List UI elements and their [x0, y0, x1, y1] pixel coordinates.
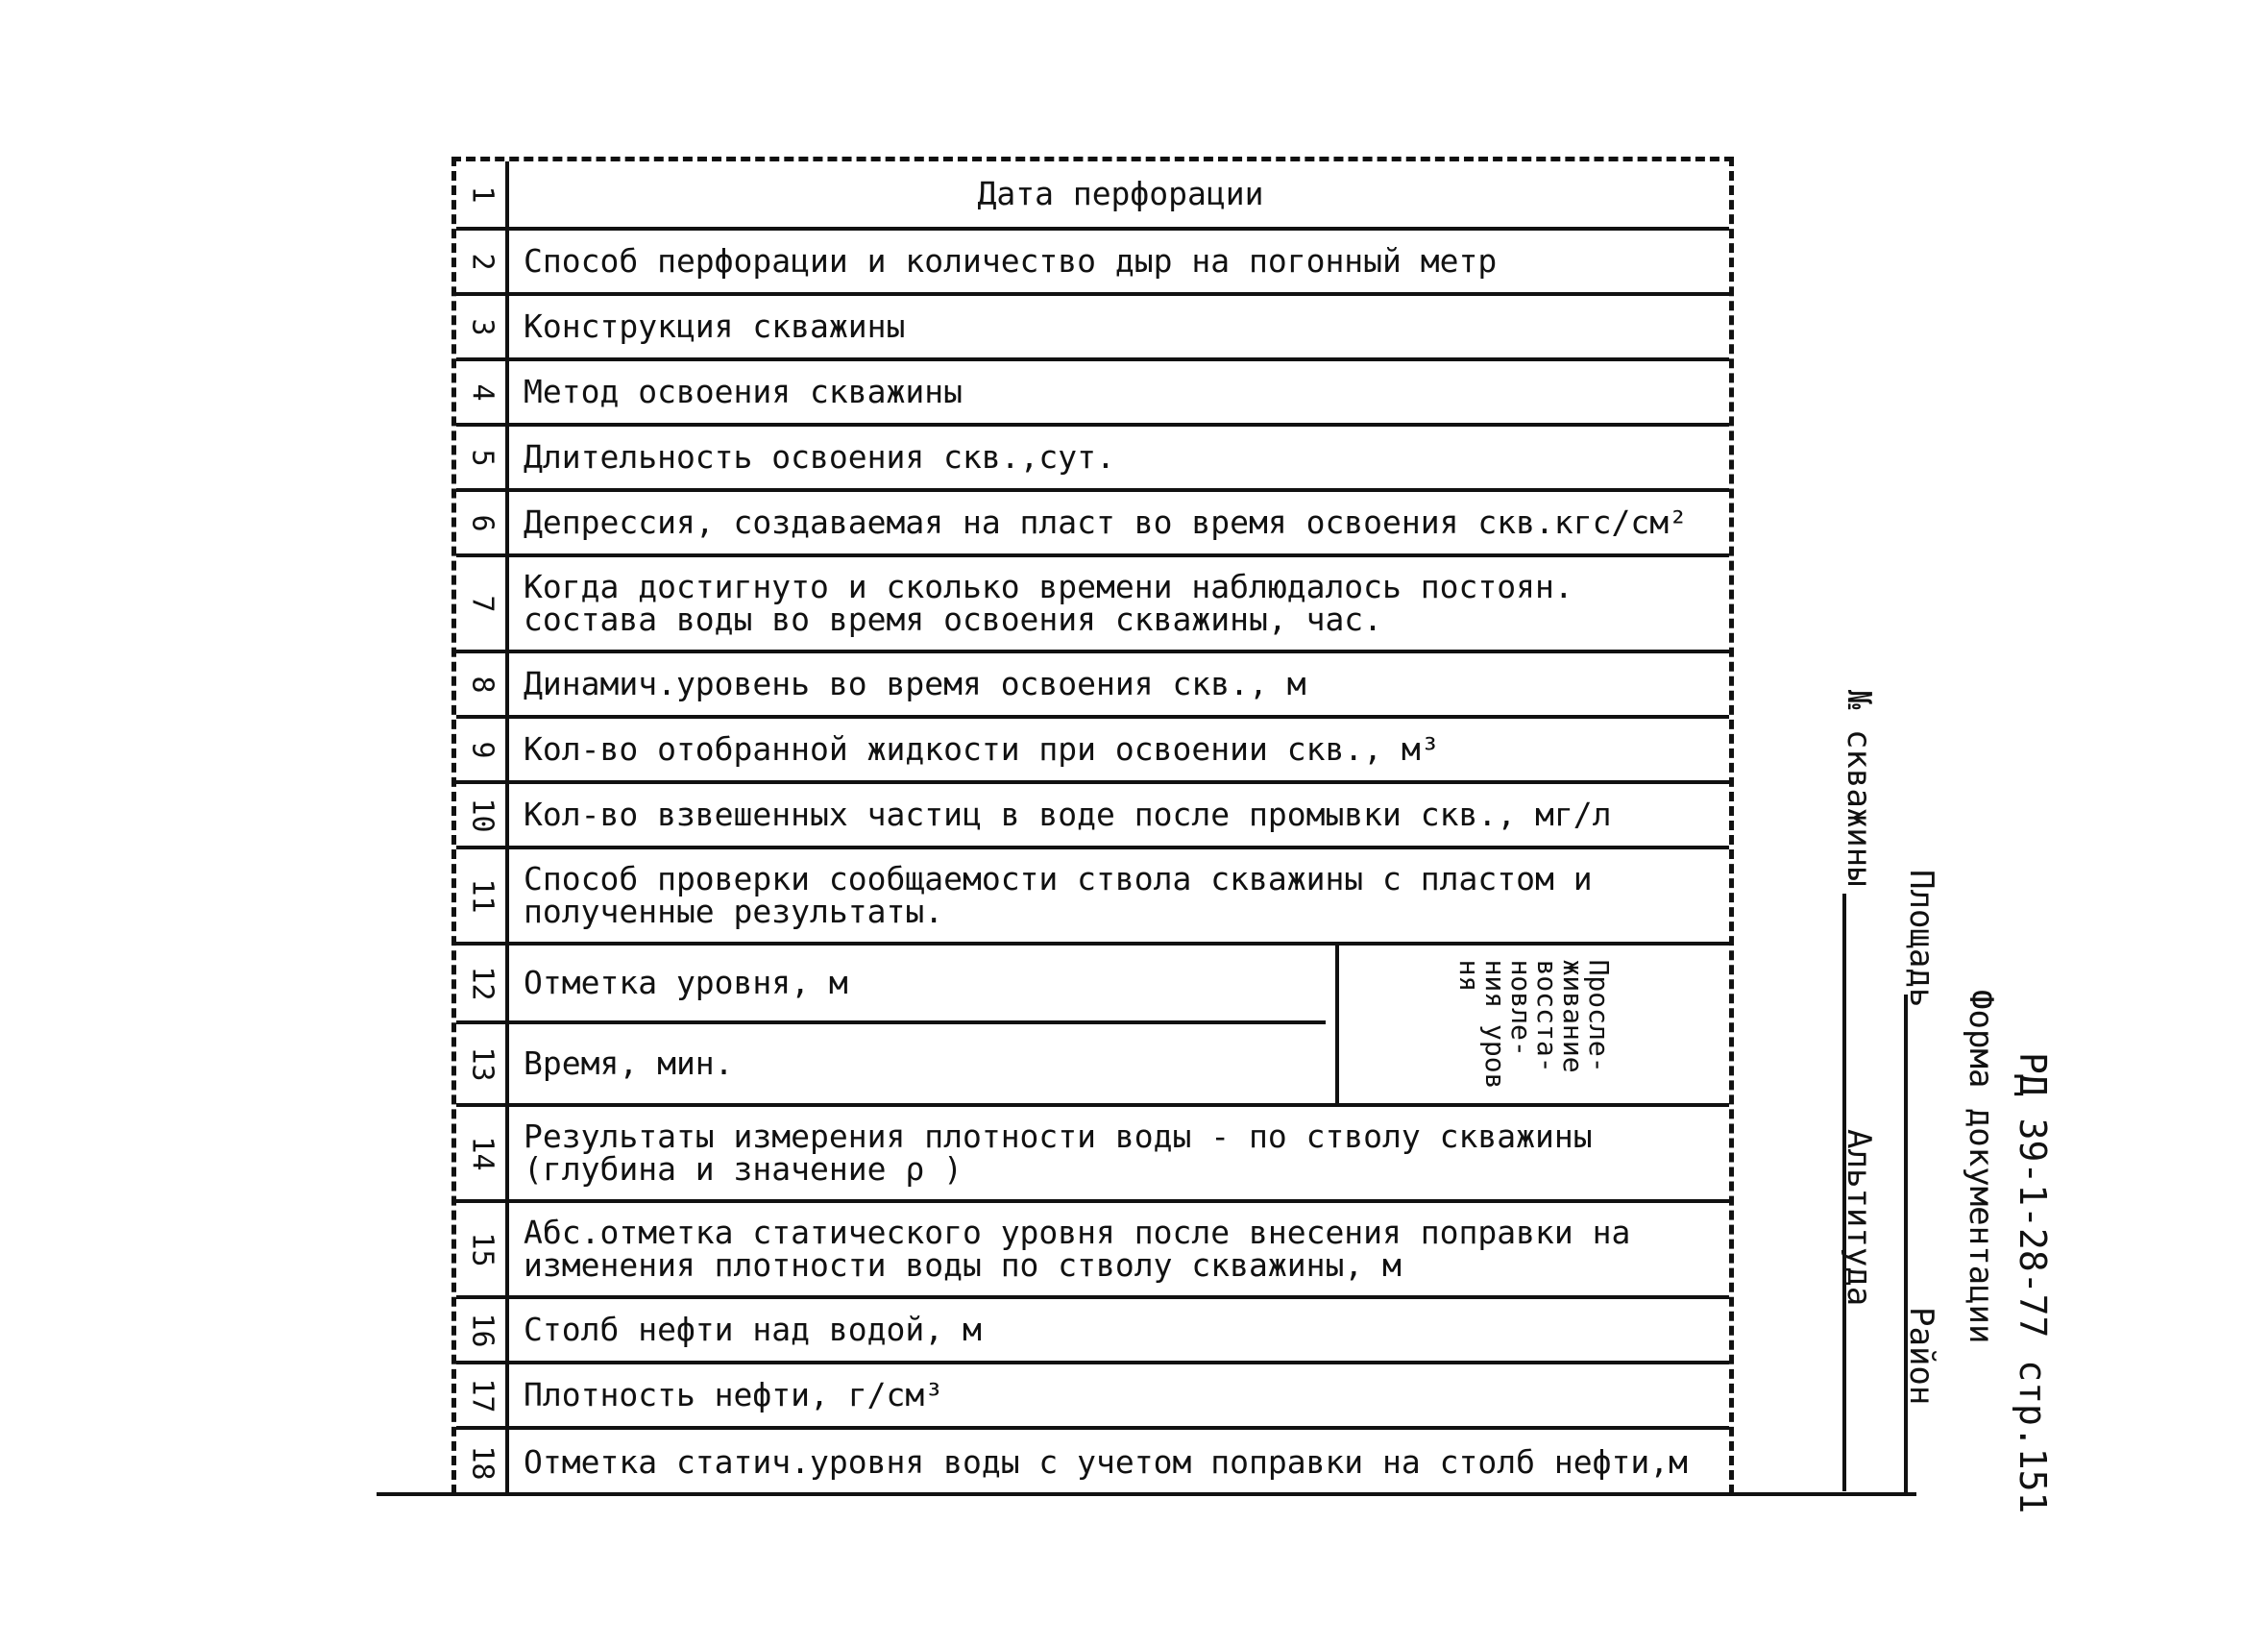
- area-line: [1904, 995, 1908, 1494]
- row-text: Отметка статич.уровня воды с учетом поправки на столб нефти,м: [524, 1443, 1688, 1481]
- form-row: [456, 849, 1729, 946]
- row-number: 16: [466, 1312, 500, 1348]
- form-row: [456, 653, 1729, 719]
- form-row: [456, 492, 1729, 557]
- form-row: [456, 946, 1326, 1024]
- row-number: 15: [466, 1231, 500, 1267]
- side-block-text: Просле- живание восста- новле- ния уров ня: [1453, 959, 1615, 1090]
- form-row: [456, 161, 1729, 231]
- side-block: [1335, 946, 1729, 1103]
- form-row: [456, 719, 1729, 784]
- row-number: 12: [466, 965, 500, 1001]
- form-row: [456, 1203, 1729, 1299]
- row-text: Способ перфорации и количество дыр на погонный метр: [524, 242, 1498, 280]
- row-text: Абс.отметка статического уровня после внесения поправки на изменения плотности воды по стволу скважины, м: [524, 1214, 1631, 1284]
- form-baseline: [377, 1492, 1916, 1496]
- row-number: 14: [466, 1135, 500, 1171]
- form-row: [456, 231, 1729, 296]
- form-row: [456, 1364, 1729, 1430]
- row-number: 9: [466, 740, 500, 759]
- row-text: Кол-во взвешенных частиц в воде после промывки скв., мг/л: [524, 796, 1612, 833]
- row-text: Метод освоения скважины: [524, 373, 963, 410]
- form-row: [456, 1024, 1326, 1103]
- form-row: [456, 427, 1729, 492]
- row-number: 10: [466, 797, 500, 833]
- row-text: Конструкция скважины: [524, 307, 906, 345]
- row-text: Динамич.уровень во время освоения скв., м: [524, 665, 1306, 702]
- row-text: Способ проверки сообщаемости ствола скважины с пластом и полученные результаты.: [524, 860, 1593, 930]
- row-number: 11: [466, 877, 500, 914]
- form-row: [456, 296, 1729, 361]
- form-row: [456, 557, 1729, 653]
- well-number-label: № скважины: [1840, 690, 1878, 887]
- row-text: Депрессия, создаваемая на пласт во время освоения скв.кгс/см²: [524, 504, 1688, 541]
- row-number: 6: [466, 513, 500, 532]
- row-text: Результаты измерения плотности воды - по стволу скважины (глубина и значение ρ ): [524, 1118, 1593, 1188]
- row-text: Кол-во отобранной жидкости при освоении скв., м³: [524, 730, 1440, 768]
- form-row: [456, 784, 1729, 849]
- row-number: 3: [466, 317, 500, 336]
- form-row: [456, 1299, 1729, 1364]
- row-text: Плотность нефти, г/см³: [524, 1376, 944, 1413]
- doc-reference: РД 39-1-28-77 стр.151: [2012, 1052, 2054, 1514]
- row-number: 1: [466, 184, 500, 204]
- row-number: 2: [466, 252, 500, 271]
- row-text: Время, мин.: [524, 1044, 734, 1082]
- row-text: Дата перфорации: [977, 175, 1264, 212]
- documentation-form: [451, 157, 1734, 1494]
- row-number: 18: [466, 1444, 500, 1481]
- level-recovery-block: [456, 946, 1729, 1107]
- form-row: [456, 1107, 1729, 1203]
- form-row: [456, 1430, 1729, 1495]
- row-text: Столб нефти над водой, м: [524, 1311, 982, 1348]
- row-text: Длительность освоения скв.,сут.: [524, 438, 1115, 476]
- row-text: Отметка уровня, м: [524, 964, 848, 1001]
- row-number: 8: [466, 675, 500, 694]
- row-number: 5: [466, 448, 500, 467]
- row-number: 7: [466, 594, 500, 613]
- form-row: [456, 361, 1729, 427]
- row-text: Когда достигнуто и сколько времени наблюдалось постоян. состава воды во время освоения скважины, час.: [524, 568, 1573, 638]
- well-number-line: [1842, 894, 1846, 1491]
- row-number: 4: [466, 382, 500, 402]
- district-label: Район: [1902, 1307, 1940, 1406]
- area-label: Площадь: [1902, 870, 1940, 1008]
- form-title: Форма документации: [1962, 990, 2000, 1344]
- row-number: 13: [466, 1045, 500, 1082]
- altitude-label: Альтитуда: [1840, 1129, 1878, 1307]
- row-number: 17: [466, 1377, 500, 1413]
